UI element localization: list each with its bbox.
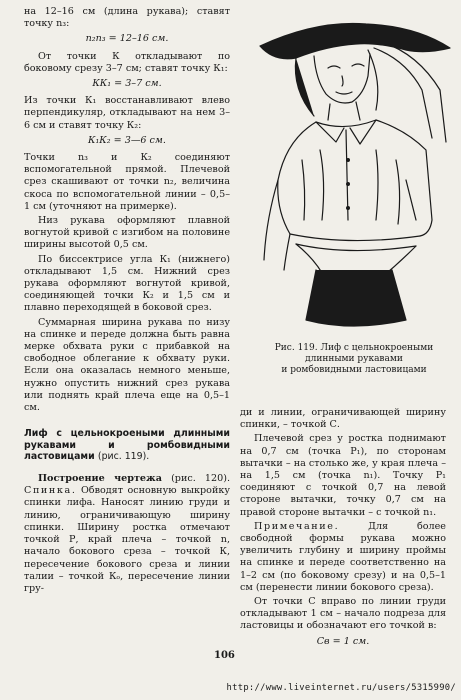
left-text-column xyxy=(24,6,230,597)
source-url: http://www.liveinternet.ru/users/5315990/ xyxy=(226,683,456,693)
paragraph: Обводят основную выкройку спинки лифа. Наносят линию груди и линию, ограничивающую ширину спинки. Ширину ростка отмечают точкой Р, край плеча – точкой n, начало бокового среза – точкой К, пересечение бокового среза и линии талии – точкой Кₒ, пересечение линии гру- xyxy=(24,485,230,594)
paragraph: Суммарная ширина рукава по низу на спинке и переде должна быть равна мерке обхвата руки с прибавкой на свободное облегание к обхвату руки. Если она оказалась немного меньше, нужно опустить нижний срез рукава или поднять край плеча еще на 0,5–1 см. xyxy=(24,316,230,414)
right-text-column xyxy=(240,407,446,653)
paragraph: ди и линии, ограничивающей ширину спинки, – точкой С. xyxy=(240,407,446,431)
section-heading-text: Лиф с цельнокроеными длинными рукавами и ромбовидными ластовицами xyxy=(24,428,230,463)
caption-line: и ромбовидными ластовицами xyxy=(281,365,427,375)
formula: К₁К₂ = 3—6 см. xyxy=(88,134,166,146)
caption-line: длинными рукавами xyxy=(305,354,403,364)
paragraph: По биссектрисе угла К₁ (нижнего) откладывают 1,5 см. Нижний срез рукава оформляют вогнутой кривой, соединяющей точки К₂ и 1,5 см и плавно переходящей в боковой срез. xyxy=(24,253,230,314)
blouse-illustration-icon xyxy=(256,20,452,336)
note-paragraph xyxy=(240,521,446,594)
term-lead: Спинка. xyxy=(24,485,77,497)
paragraph: От точки С вправо по линии груди откладывают 1 см – начало подреза для ластовицы и обозначают его точкой в: xyxy=(240,596,446,632)
formula: Св = 1 см. xyxy=(316,635,370,647)
paragraph: Точки n₃ и К₂ соединяют вспомогательной прямой. Плечевой срез скашивают от точки n₂, величина скоса по вспомогательной линии – 0,5–1 см (уточняют на примерке). xyxy=(24,152,230,212)
formula: КК₁ = 3–7 см. xyxy=(92,78,162,90)
paragraph: на 12–16 см (длина рукава); ставят точку n₃: xyxy=(24,6,230,30)
subsection-title xyxy=(24,473,230,595)
paragraph: Плечевой срез у ростка поднимают на 0,7 см (точка Р₁), по сторонам вытачки – на столько же, у края плеча – на 1,5 см (точка n₁). Точку Р₁ соединяют с точкой 0,7 на левой стороне вытачки, точку 0,7 см на правой стороне вытачки – с точкой n₁. xyxy=(240,433,446,518)
formula: n₂n₃ = 12–16 см. xyxy=(85,33,169,45)
paragraph: Для более свободной формы рукава можно увеличить глубину и ширину проймы на спинке и переде соответственно на 1–2 см (по боковому срезу) и на 0,5–1 см (перенести линии бокового среза). xyxy=(240,520,446,593)
page-number: 106 xyxy=(214,650,235,661)
section-heading xyxy=(24,428,230,463)
subsection-title-text: Построение чертежа xyxy=(38,473,162,485)
paragraph: Из точки К₁ восстанавливают влево перпендикуляр, откладывают на нем 3–6 см и ставят точку К₂: xyxy=(24,95,230,131)
term-lead: Примечание. xyxy=(254,520,340,532)
figure-caption xyxy=(256,343,452,376)
paragraph: От точки К откладывают по боковому срезу 3–7 см; ставят точку К₁: xyxy=(24,50,230,74)
caption-line: Рис. 119. Лиф с цельнокроеными xyxy=(274,343,434,353)
paragraph: Низ рукава оформляют плавной вогнутой кривой с изгибом на половине ширины высотой 0,5 см. xyxy=(24,215,230,251)
subsection-title-ref: (рис. 120). xyxy=(171,473,231,485)
section-heading-ref: (рис. 119). xyxy=(97,451,150,463)
figure-119 xyxy=(256,20,452,390)
